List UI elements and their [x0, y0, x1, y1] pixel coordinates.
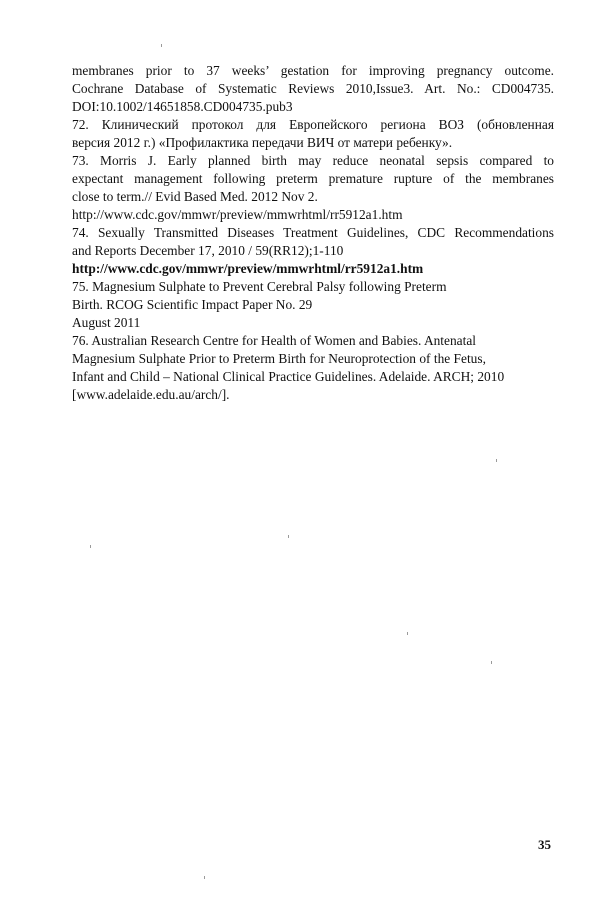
reference-71-line-1: membranes prior to 37 weeks’ gestation for improving pregnancy outcome. — [72, 63, 554, 78]
reference-75-line-2: Birth. RCOG Scientific Impact Paper No. 29 — [72, 297, 313, 312]
scan-speck — [204, 876, 205, 879]
reference-72-line-2: версия 2012 г.) «Профилактика передачи ВИЧ от матери ребенку». — [72, 135, 453, 150]
reference-76-line-1: 76. Australian Research Centre for Health of Women and Babies. Antenatal — [72, 333, 476, 348]
reference-75-line-1: 75. Magnesium Sulphate to Prevent Cerebral Palsy following Preterm — [72, 279, 447, 294]
reference-71-line-2: Cochrane Database of Systematic Reviews 2010,Issue3. Art. No.: CD004735. — [72, 81, 554, 96]
reference-76-line-2: Magnesium Sulphate Prior to Preterm Birth for Neuroprotection of the Fetus, — [72, 351, 486, 366]
reference-73-line-3: close to term.// Evid Based Med. 2012 Nov 2. — [72, 189, 318, 204]
scan-speck — [90, 545, 91, 548]
reference-76-line-3: Infant and Child – National Clinical Practice Guidelines. Adelaide. ARCH; 2010 — [72, 369, 505, 384]
reference-75-line-3: August 2011 — [72, 315, 141, 330]
references-list — [72, 62, 554, 404]
reference-76-url[interactable]: [www.adelaide.edu.au/arch/]. — [72, 387, 230, 402]
reference-71-doi: DOI:10.1002/14651858.CD004735.pub3 — [72, 99, 293, 114]
page-number: 35 — [538, 837, 551, 852]
reference-74-url[interactable]: http://www.cdc.gov/mmwr/preview/mmwrhtml/rr5912a1.htm — [72, 261, 424, 276]
scan-speck — [288, 535, 289, 538]
scan-speck — [407, 632, 408, 635]
scan-speck — [491, 661, 492, 664]
reference-73-line-2: expectant management following preterm premature rupture of the membranes — [72, 171, 554, 186]
scan-speck — [161, 44, 162, 47]
reference-72-line-1: 72. Клинический протокол для Европейского региона ВОЗ (обновленная — [72, 117, 554, 132]
reference-73-line-1: 73. Morris J. Early planned birth may reduce neonatal sepsis compared to — [72, 153, 554, 168]
reference-74-line-1: 74. Sexually Transmitted Diseases Treatment Guidelines, CDC Recommendations — [72, 225, 554, 240]
reference-73-url[interactable]: http://www.cdc.gov/mmwr/preview/mmwrhtml/rr5912a1.htm — [72, 207, 403, 222]
scan-speck — [496, 459, 497, 462]
reference-74-line-2: and Reports December 17, 2010 / 59(RR12);1-110 — [72, 243, 344, 258]
